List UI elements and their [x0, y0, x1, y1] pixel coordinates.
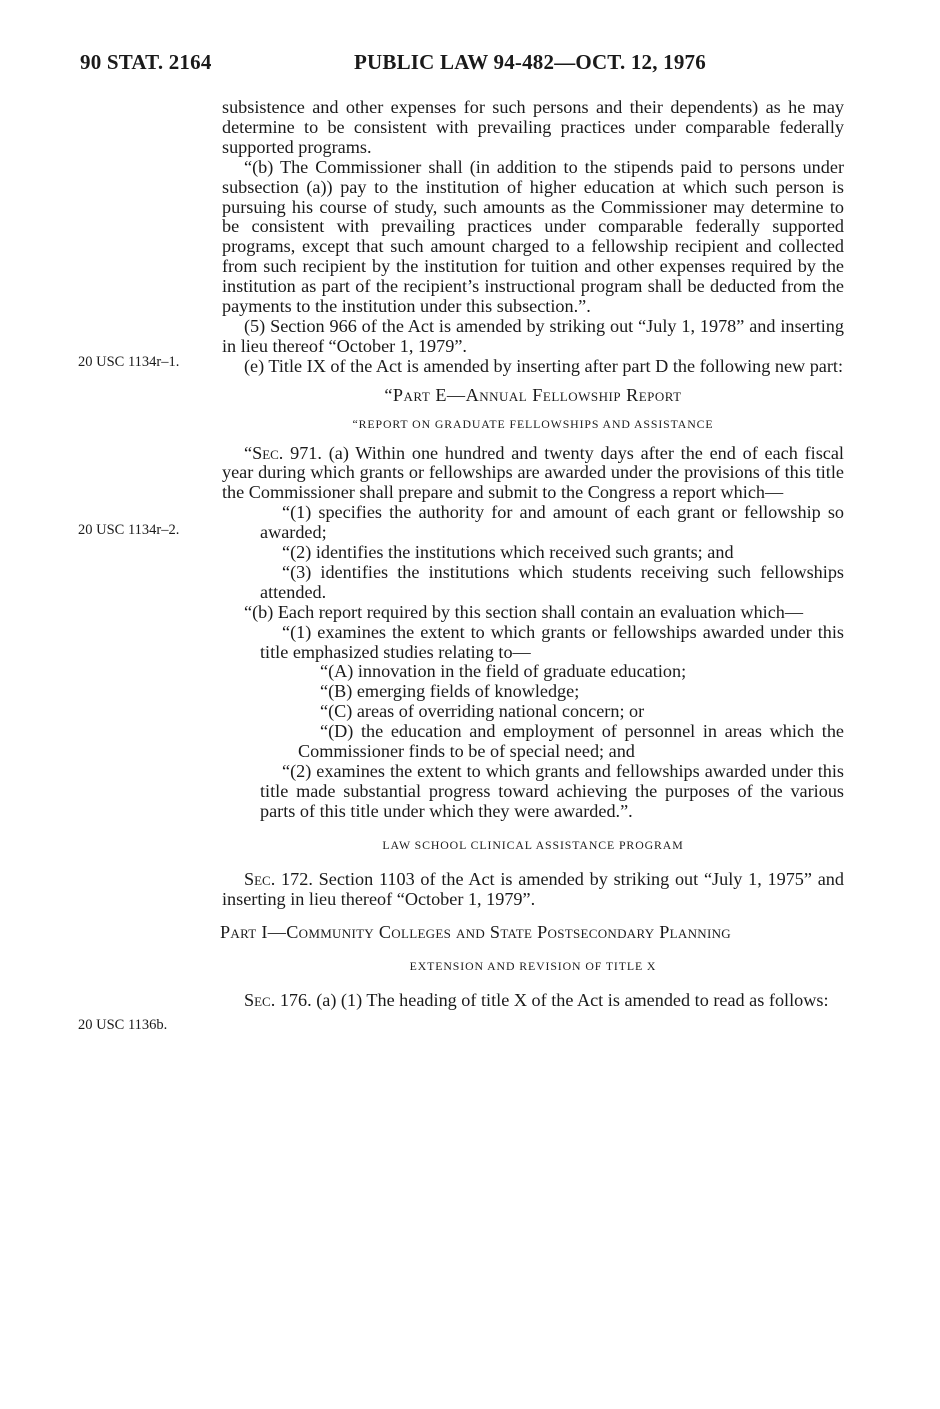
section-label: “Sec. — [244, 442, 284, 463]
paragraph: “(A) innovation in the field of graduate education; — [320, 661, 687, 682]
section-heading: “REPORT ON GRADUATE FELLOWSHIPS AND ASSISTANCE — [352, 416, 714, 431]
margin-citation: 20 USC 1134r–1. — [78, 354, 180, 370]
paragraph — [222, 991, 844, 1011]
paragraph-text: 971. (a) Within one hundred and twenty days after the end of each fiscal year during which grants or fellowships are awarded under the provisions of this title the Commissioner shall prepare and submit to the Congress a report which— — [222, 442, 844, 503]
paragraph: subsistence and other expenses for such persons and their dependents) as he may determine to be consistent with prevailing practices under comparable federally supported programs. — [222, 97, 844, 157]
paragraph: “(C) areas of overriding national concern; or — [320, 701, 645, 722]
margin-citation: 20 USC 1134r–2. — [78, 522, 180, 538]
section-label: Sec. — [244, 990, 276, 1011]
paragraph: “(B) emerging fields of knowledge; — [320, 681, 580, 702]
paragraph — [222, 870, 844, 910]
paragraph: “(2) identifies the institutions which received such grants; and — [282, 542, 734, 563]
paragraph: “(1) specifies the authority for and amount of each grant or fellowship so awarded; — [260, 502, 844, 543]
section-label: Sec. — [244, 868, 276, 889]
paragraph: “(b) Each report required by this section shall contain an evaluation which— — [244, 601, 804, 622]
paragraph: “(1) examines the extent to which grants or fellowships awarded under this title emphasized studies relating to— — [260, 621, 844, 662]
public-law-title: PUBLIC LAW 94-482—OCT. 12, 1976 — [354, 50, 706, 74]
statute-page-number: 90 STAT. 2164 — [80, 50, 212, 74]
paragraph: “(3) identifies the institutions which students receiving such fellowships attended. — [260, 561, 844, 602]
paragraph-text: 172. Section 1103 of the Act is amended by striking out “July 1, 1975” and inserting in lieu thereof “October 1, 1979”. — [222, 868, 844, 909]
margin-citation: 20 USC 1136b. — [78, 1017, 168, 1033]
paragraph: (e) Title IX of the Act is amended by inserting after part D the following new part: — [244, 355, 844, 376]
part-heading: Part I—Community Colleges and State Postsecondary Planning — [220, 922, 731, 943]
part-heading: “Part E—Annual Fellowship Report — [384, 384, 682, 405]
paragraph: “(2) examines the extent to which grants and fellowships awarded under this title made substantial progress toward achieving the purposes of the various parts of this title under which they were awarded.”. — [260, 761, 844, 821]
paragraph: “(D) the education and employment of personnel in areas which the Commissioner finds to be of special need; and — [298, 721, 844, 762]
paragraph: “(b) The Commissioner shall (in addition to the stipends paid to persons under subsection (a)) pay to the institution of higher education at which such person is pursuing his course of study, such amounts as the Commissioner may determine to be consistent with prevailing practices under comparable federally supported programs, except that such amount charged to a fellowship recipient and collected from such recipient by the institution for tuition and other expenses required by the institution as part of the recipient’s instructional program shall be deducted from the payments to the institution under this subsection.”. — [222, 156, 844, 317]
document-body — [222, 98, 844, 1011]
section-heading: EXTENSION AND REVISION OF TITLE X — [409, 959, 657, 974]
paragraph-text: 176. (a) (1) The heading of title X of the Act is amended to read as follows: — [275, 990, 829, 1011]
section-heading: LAW SCHOOL CLINICAL ASSISTANCE PROGRAM — [382, 837, 684, 852]
paragraph: (5) Section 966 of the Act is amended by striking out “July 1, 1978” and inserting in lieu thereof “October 1, 1979”. — [222, 315, 844, 356]
paragraph — [222, 444, 844, 504]
